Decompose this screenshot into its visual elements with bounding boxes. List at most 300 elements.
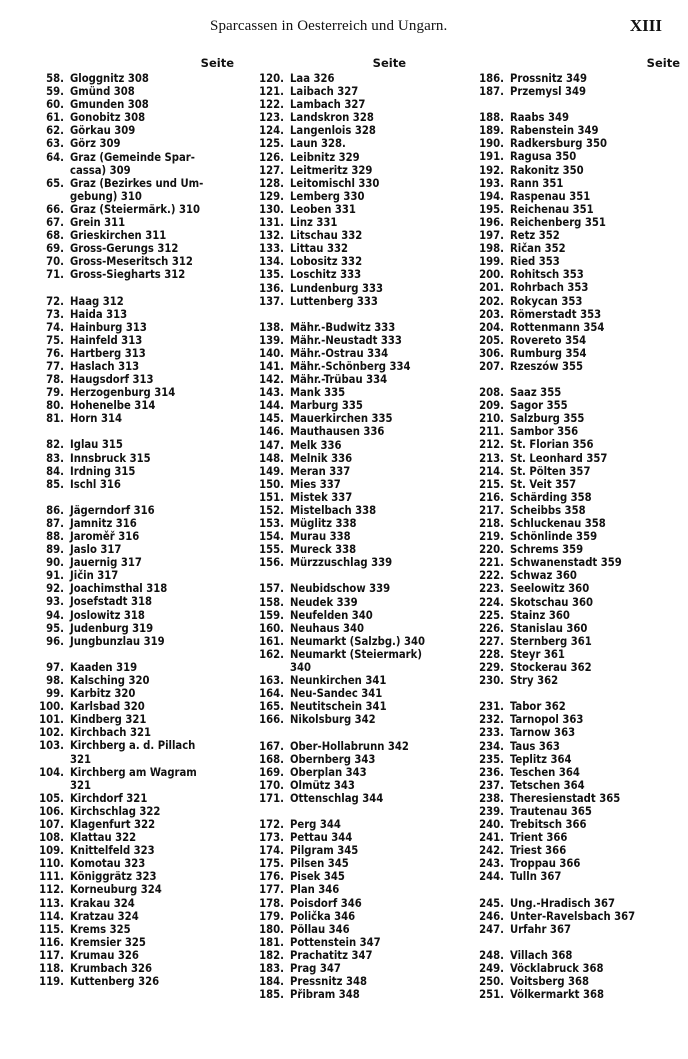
entry-place-page: Reichenberg 351 [510, 215, 606, 229]
index-entry [30, 923, 240, 936]
entry-place-page: Laibach 327 [290, 85, 359, 99]
index-entry [30, 674, 240, 687]
entry-number: 249. [479, 961, 504, 975]
entry-place-page: Pilsen 345 [290, 857, 349, 871]
entry-place-page: Ried 353 [510, 255, 560, 269]
entry-place-page: Seelowitz 360 [510, 582, 590, 596]
entry-number: 77. [46, 359, 64, 373]
index-entry [250, 923, 460, 936]
index-entry [30, 556, 240, 569]
index-entry [470, 870, 680, 883]
entry-place-page: Laa 326 [290, 72, 335, 85]
entry-number: 233. [479, 726, 504, 740]
entry-number: 215. [479, 477, 504, 491]
entry-number: 95. [46, 621, 64, 635]
index-entry [250, 190, 460, 203]
index-entry [470, 386, 680, 399]
entry-number: 203. [479, 307, 504, 321]
index-entry [30, 949, 240, 962]
index-entry [470, 805, 680, 818]
entry-number: 240. [479, 818, 504, 832]
entry-number: 250. [479, 975, 504, 988]
entry-number: 143. [259, 386, 284, 400]
entry-place-page: Littau 332 [290, 242, 348, 256]
index-entry [30, 151, 240, 177]
entry-place-page: Grieskirchen 311 [70, 229, 167, 243]
index-entry [470, 491, 680, 504]
entry-number: 115. [39, 922, 64, 936]
entry-place-page: Jaroměř 316 [70, 530, 140, 543]
index-entry [470, 164, 680, 177]
index-entry [250, 491, 460, 504]
index-entry [30, 229, 240, 242]
entry-number: 93. [46, 595, 64, 609]
entry-number: 73. [46, 307, 64, 321]
index-entry [30, 373, 240, 386]
entry-number: 66. [46, 202, 64, 216]
index-column-3 [470, 56, 680, 1001]
index-entry [250, 151, 460, 164]
entry-number: 187. [479, 85, 504, 99]
index-entry [250, 229, 460, 242]
index-entry [470, 242, 680, 255]
entry-place-page: Rann 351 [510, 176, 564, 190]
entry-place-page: Retz 352 [510, 229, 560, 243]
entry-place-page: Raspenau 351 [510, 189, 591, 203]
index-entry [470, 556, 680, 569]
index-entry [250, 268, 460, 281]
entry-number: 208. [479, 386, 504, 400]
entry-number: 185. [259, 988, 284, 1002]
index-entry [470, 949, 680, 962]
index-entry [250, 360, 460, 373]
entry-number: 79. [46, 386, 64, 400]
entry-list [30, 72, 240, 988]
entry-number: 247. [479, 922, 504, 936]
entry-number: 61. [46, 111, 64, 125]
index-entry [470, 137, 680, 150]
entry-place-page: Tetschen 364 [510, 778, 585, 792]
entry-number: 218. [479, 517, 504, 530]
index-entry [470, 425, 680, 438]
entry-place-page: Römerstadt 353 [510, 307, 602, 321]
index-entry [30, 726, 240, 739]
entry-number: 161. [259, 634, 284, 648]
entry-place-page: Judenburg 319 [70, 621, 154, 635]
index-entry [470, 648, 680, 661]
entry-place-page: Stry 362 [510, 674, 559, 688]
entry-number: 159. [259, 608, 284, 622]
entry-place-page: Raabs 349 [510, 111, 570, 125]
index-entry [250, 556, 460, 569]
entry-place-page: Tarnow 363 [510, 726, 576, 740]
entry-number: 167. [259, 739, 284, 753]
index-entry [470, 268, 680, 281]
entry-number: 124. [259, 124, 284, 138]
entry-place-page: Lemberg 330 [290, 189, 365, 203]
entry-place-page: Horn 314 [70, 412, 122, 426]
entry-place-page: Rohrbach 353 [510, 281, 589, 295]
entry-place-page: Pressnitz 348 [290, 975, 367, 989]
entry-number: 112. [39, 883, 64, 897]
entry-place-page: Königgrätz 323 [70, 870, 157, 884]
index-entry [470, 360, 680, 373]
index-entry [250, 530, 460, 543]
index-entry [250, 543, 460, 556]
index-entry [250, 818, 460, 831]
index-entry [250, 831, 460, 844]
entry-place-page: Krems 325 [70, 922, 131, 936]
entry-place-page: Graz (Steiermärk.) 310 [70, 202, 200, 216]
entry-place-page: Herzogenburg 314 [70, 386, 176, 400]
index-entry [30, 818, 240, 831]
entry-number: 251. [479, 988, 504, 1002]
entry-place-page: Unter-Ravelsbach 367 [510, 909, 636, 923]
entry-number: 67. [46, 216, 64, 230]
index-entry [250, 700, 460, 713]
entry-number: 127. [259, 163, 284, 177]
entry-place-page: Neunkirchen 341 [290, 674, 387, 688]
index-entry [30, 844, 240, 857]
entry-place-page: Přibram 348 [290, 988, 360, 1002]
index-entry [250, 883, 460, 896]
entry-place-page: Olmütz 343 [290, 778, 355, 792]
entry-place-page: Prachatitz 347 [290, 948, 373, 962]
entry-place-page: Gross-Meseritsch 312 [70, 255, 193, 269]
entry-number: 199. [479, 255, 504, 269]
index-entry [30, 111, 240, 124]
entry-place-page: Grein 311 [70, 216, 126, 230]
entry-number: 92. [46, 582, 64, 596]
column-header-seite: Seite [646, 56, 680, 70]
index-entry [470, 216, 680, 229]
entry-place-page: Hohenelbe 314 [70, 399, 156, 413]
entry-number: 100. [39, 700, 64, 714]
entry-place-page: Nikolsburg 342 [290, 713, 376, 727]
index-entry [250, 504, 460, 517]
index-entry [30, 242, 240, 255]
entry-number: 102. [39, 726, 64, 740]
column-header-seite: Seite [200, 56, 234, 70]
index-entry [30, 661, 240, 674]
index-entry [30, 543, 240, 556]
entry-place-page: Kalsching 320 [70, 673, 150, 687]
entry-place-page: Gross-Gerungs 312 [70, 242, 179, 256]
page-number: XIII [629, 16, 662, 35]
entry-number: 71. [46, 268, 64, 282]
entry-number: 169. [259, 765, 284, 779]
entry-number: 235. [479, 752, 504, 766]
entry-number: 129. [259, 189, 284, 203]
index-entry [250, 674, 460, 687]
entry-number: 210. [479, 412, 504, 426]
index-entry [250, 792, 460, 805]
index-entry [470, 831, 680, 844]
index-entry [250, 85, 460, 98]
entry-place-page: Rumburg 354 [510, 346, 587, 360]
entry-place-page: Vöcklabruck 368 [510, 961, 604, 975]
entry-place-page: Hainfeld 313 [70, 333, 143, 347]
index-entry [30, 883, 240, 896]
entry-number: 221. [479, 556, 504, 570]
entry-number: 64. [46, 150, 64, 164]
entry-place-page: Murau 338 [290, 530, 351, 544]
entry-place-page: Joachimsthal 318 [70, 582, 168, 596]
entry-number: 84. [46, 464, 64, 478]
entry-number: 241. [479, 831, 504, 845]
entry-place-page: Langenlois 328 [290, 124, 376, 138]
entry-number: 196. [479, 215, 504, 229]
entry-place-page: Mauthausen 336 [290, 425, 385, 439]
entry-place-page: Kirchdorf 321 [70, 791, 148, 805]
entry-place-page: Neumarkt (Salzbg.) 340 [290, 634, 425, 648]
entry-number: 195. [479, 202, 504, 216]
entry-place-page: Kirchschlag 322 [70, 804, 161, 818]
index-entry [30, 975, 240, 988]
index-entry [470, 962, 680, 975]
index-entry [30, 831, 240, 844]
entry-list [250, 72, 460, 1001]
index-entry [470, 229, 680, 242]
entry-place-page: Troppau 366 [510, 857, 581, 871]
index-entry [30, 962, 240, 975]
entry-place-page: Joslowitz 318 [70, 608, 145, 622]
entry-number: 63. [46, 137, 64, 151]
entry-number: 179. [259, 909, 284, 923]
index-entry [30, 72, 240, 85]
index-entry [30, 438, 240, 451]
index-entry [250, 857, 460, 870]
entry-number: 165. [259, 700, 284, 714]
entry-number: 97. [46, 660, 64, 674]
index-entry [470, 792, 680, 805]
index-entry [470, 753, 680, 766]
index-entry [470, 504, 680, 517]
entry-place-page: St. Veit 357 [510, 477, 577, 491]
entry-number: 140. [259, 346, 284, 360]
entry-place-page: Krakau 324 [70, 896, 135, 910]
index-entry [30, 478, 240, 491]
entry-place-page: Loschitz 333 [290, 268, 362, 282]
index-entry [470, 295, 680, 308]
entry-number: 59. [46, 85, 64, 99]
entry-place-page: Teplitz 364 [510, 752, 572, 766]
entry-place-page: Irdning 315 [70, 464, 136, 478]
index-entry [470, 975, 680, 988]
entry-number: 184. [259, 975, 284, 989]
page-header [0, 18, 688, 42]
index-entry [250, 713, 460, 726]
entry-number: 91. [46, 569, 64, 583]
entry-number: 151. [259, 490, 284, 504]
index-entry [30, 870, 240, 883]
entry-place-page: Mistelbach 338 [290, 504, 377, 517]
index-entry [250, 242, 460, 255]
entry-number: 155. [259, 543, 284, 557]
entry-place-page: Neu-Sandec 341 [290, 687, 383, 701]
index-entry [30, 687, 240, 700]
entry-number: 227. [479, 634, 504, 648]
index-entry [470, 255, 680, 268]
entry-number: 65. [46, 176, 64, 190]
entry-number: 117. [39, 948, 64, 962]
entry-number: 101. [39, 713, 64, 727]
entry-place-page: Reichenau 351 [510, 202, 594, 216]
entry-number: 118. [39, 962, 64, 975]
entry-number: 154. [259, 530, 284, 544]
index-column-2 [250, 56, 460, 1001]
entry-number: 134. [259, 255, 284, 269]
index-entry [250, 988, 460, 1001]
index-entry [470, 85, 680, 98]
index-entry [470, 281, 680, 294]
entry-number: 223. [479, 582, 504, 596]
entry-number: 122. [259, 98, 284, 112]
entry-place-page: Saaz 355 [510, 386, 562, 400]
entry-place-page: Rokycan 353 [510, 294, 583, 308]
entry-number: 163. [259, 674, 284, 688]
entry-number: 120. [259, 72, 284, 85]
entry-place-page: Tabor 362 [510, 700, 566, 714]
entry-number: 226. [479, 621, 504, 635]
entry-place-page: Ung.-Hradisch 367 [510, 896, 616, 910]
index-entry [250, 766, 460, 779]
index-entry [250, 622, 460, 635]
entry-number: 72. [46, 294, 64, 308]
entry-place-page: Mies 337 [290, 477, 341, 491]
entry-place-page: Görkau 309 [70, 124, 136, 138]
index-entry [470, 700, 680, 713]
entry-number: 146. [259, 425, 284, 439]
entry-number: 213. [479, 451, 504, 465]
index-entry [30, 713, 240, 726]
entry-place-page: Jaslo 317 [70, 543, 122, 557]
index-entry [250, 425, 460, 438]
index-entry [470, 857, 680, 870]
index-entry [250, 72, 460, 85]
entry-number: 108. [39, 831, 64, 845]
entry-number: 110. [39, 857, 64, 871]
index-entry [250, 282, 460, 295]
entry-number: 70. [46, 255, 64, 269]
entry-number: 182. [259, 948, 284, 962]
index-entry [250, 949, 460, 962]
entry-number: 123. [259, 111, 284, 125]
entry-number: 178. [259, 896, 284, 910]
entry-number: 243. [479, 857, 504, 871]
index-entry [30, 412, 240, 425]
index-entry [470, 452, 680, 465]
entry-number: 193. [479, 176, 504, 190]
index-entry [470, 661, 680, 674]
index-entry [250, 465, 460, 478]
index-entry [250, 740, 460, 753]
index-entry [470, 412, 680, 425]
index-entry [250, 844, 460, 857]
entry-place-page: St. Leonhard 357 [510, 451, 608, 465]
entry-place-page: Gonobitz 308 [70, 111, 146, 125]
entry-number: 107. [39, 817, 64, 831]
index-entry [30, 452, 240, 465]
index-entry [30, 347, 240, 360]
entry-number: 238. [479, 791, 504, 805]
entry-place-page: Neubidschow 339 [290, 582, 391, 596]
entry-number: 88. [46, 530, 64, 543]
entry-number: 82. [46, 438, 64, 452]
entry-number: 162. [259, 647, 284, 661]
index-entry [30, 792, 240, 805]
index-entry [250, 897, 460, 910]
entry-number: 156. [259, 556, 284, 570]
entry-number: 76. [46, 346, 64, 360]
index-entry [470, 478, 680, 491]
entry-number: 212. [479, 438, 504, 452]
index-entry [30, 268, 240, 281]
entry-number: 121. [259, 85, 284, 99]
entry-place-page: Neufelden 340 [290, 608, 373, 622]
entry-number: 128. [259, 176, 284, 190]
entry-place-page: Przemysl 349 [510, 85, 587, 99]
index-entry [250, 347, 460, 360]
index-entry [470, 465, 680, 478]
entry-place-page: Kaaden 319 [70, 660, 138, 674]
entry-place-page: Kirchberg a. d. Pillach 321 [70, 739, 196, 766]
index-entry [470, 72, 680, 85]
entry-place-page: Jägerndorf 316 [70, 503, 155, 517]
index-entry [470, 543, 680, 556]
entry-number: 62. [46, 124, 64, 138]
entry-place-page: Radkersburg 350 [510, 137, 607, 151]
entry-place-page: Knittelfeld 323 [70, 844, 155, 858]
index-entry [30, 98, 240, 111]
entry-place-page: Jamnitz 316 [70, 516, 137, 530]
entry-place-page: Mürzzuschlag 339 [290, 556, 393, 570]
entry-place-page: Graz (Bezirkes und Um- gebung) 310 [70, 176, 204, 203]
entry-number: 125. [259, 137, 284, 151]
entry-place-page: Mureck 338 [290, 543, 357, 557]
index-entry [250, 255, 460, 268]
index-entry [250, 373, 460, 386]
entry-number: 234. [479, 739, 504, 753]
index-entry [250, 321, 460, 334]
index-entry [30, 321, 240, 334]
index-entry [30, 465, 240, 478]
entry-place-page: Kuttenberg 326 [70, 975, 160, 989]
entry-place-page: Kratzau 324 [70, 909, 139, 923]
entry-number: 157. [259, 582, 284, 596]
entry-place-page: Iglau 315 [70, 438, 123, 452]
index-entry [470, 582, 680, 595]
entry-number: 171. [259, 791, 284, 805]
entry-place-page: Mähr.-Schönberg 334 [290, 359, 411, 373]
index-entry [30, 308, 240, 321]
entry-place-page: Haag 312 [70, 294, 124, 308]
entry-place-page: Neumarkt (Steiermark) 340 [290, 647, 422, 675]
index-entry [250, 439, 460, 452]
entry-number: 150. [259, 477, 284, 491]
entry-place-page: Karlsbad 320 [70, 700, 145, 714]
entry-number: 74. [46, 320, 64, 334]
entry-number: 183. [259, 962, 284, 975]
entry-place-page: Lambach 327 [290, 98, 366, 112]
entry-number: 201. [479, 281, 504, 295]
entry-place-page: Stockerau 362 [510, 661, 592, 675]
index-entry [30, 334, 240, 347]
index-entry [30, 85, 240, 98]
entry-place-page: Schwaz 360 [510, 569, 577, 583]
index-entry [250, 295, 460, 308]
entry-number: 104. [39, 765, 64, 779]
